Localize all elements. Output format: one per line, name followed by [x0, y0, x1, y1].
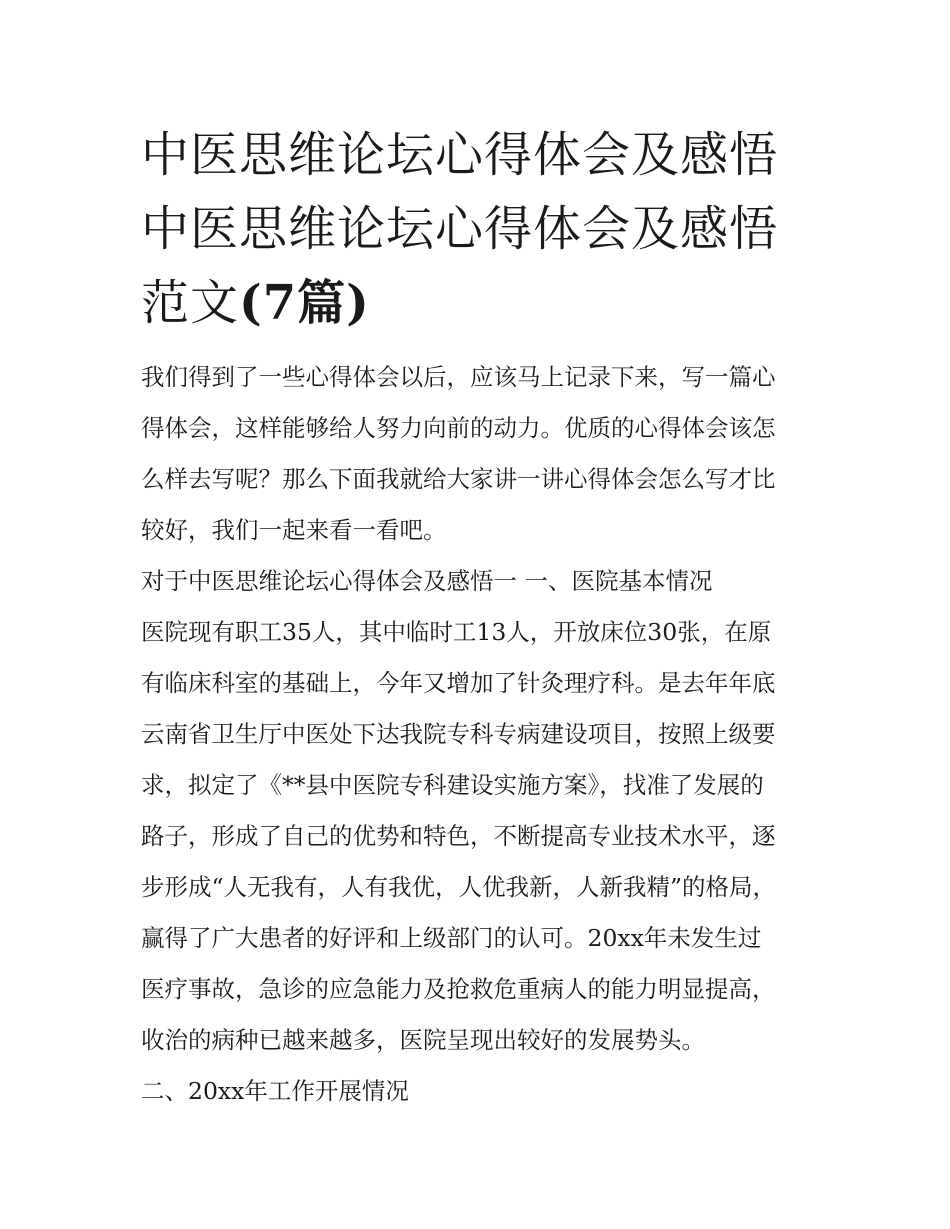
document-title — [141, 118, 821, 340]
title-line: 中医思维论坛心得体会及感悟 — [141, 127, 779, 183]
text-line: 有临床科室的基础上，今年又增加了针灸理疗科。是去年年底 — [141, 669, 776, 697]
text-line: 云南省卫生厅中医处下达我院专科专病建设项目，按照上级要 — [141, 720, 776, 748]
title-line: 中医思维论坛心得体会及感悟 — [141, 201, 779, 257]
title-line-prefix: 范文 — [141, 275, 240, 331]
text-line: 我们得到了一些心得体会以后，应该马上记录下来，写一篇心 — [141, 363, 776, 391]
document-body — [141, 352, 821, 1117]
text-line: 医疗事故，急诊的应急能力及抢救危重病人的能力明显提高， — [141, 975, 776, 1003]
text-line: 医院现有职工35人，其中临时工13人，开放床位30张，在原 — [141, 618, 772, 646]
title-line-suffix: (7篇) — [239, 275, 370, 331]
text-line: 得体会，这样能够给人努力向前的动力。优质的心得体会该怎 — [141, 414, 776, 442]
text-line: 步形成“人无我有，人有我优，人优我新，人新我精”的格局， — [141, 873, 777, 901]
text-line: 较好，我们一起来看一看吧。 — [141, 516, 447, 544]
text-line: 么样去写呢？那么下面我就给大家讲一讲心得体会怎么写才比 — [141, 465, 776, 493]
text-line: 收治的病种已越来越多，医院呈现出较好的发展势头。 — [141, 1026, 705, 1054]
text-line: 路子，形成了自己的优势和特色，不断提高专业技术水平，逐 — [141, 822, 776, 850]
title-line — [141, 266, 821, 340]
text-line: 赢得了广大患者的好评和上级部门的认可。20xx年未发生过 — [141, 924, 762, 952]
text-line: 求，拟定了《**县中医院专科建设实施方案》，找准了发展的 — [141, 771, 764, 799]
section-heading: 二、20xx年工作开展情况 — [141, 1077, 409, 1105]
document-page — [141, 118, 821, 1117]
section-heading: 对于中医思维论坛心得体会及感悟一 一、医院基本情况 — [141, 567, 713, 595]
